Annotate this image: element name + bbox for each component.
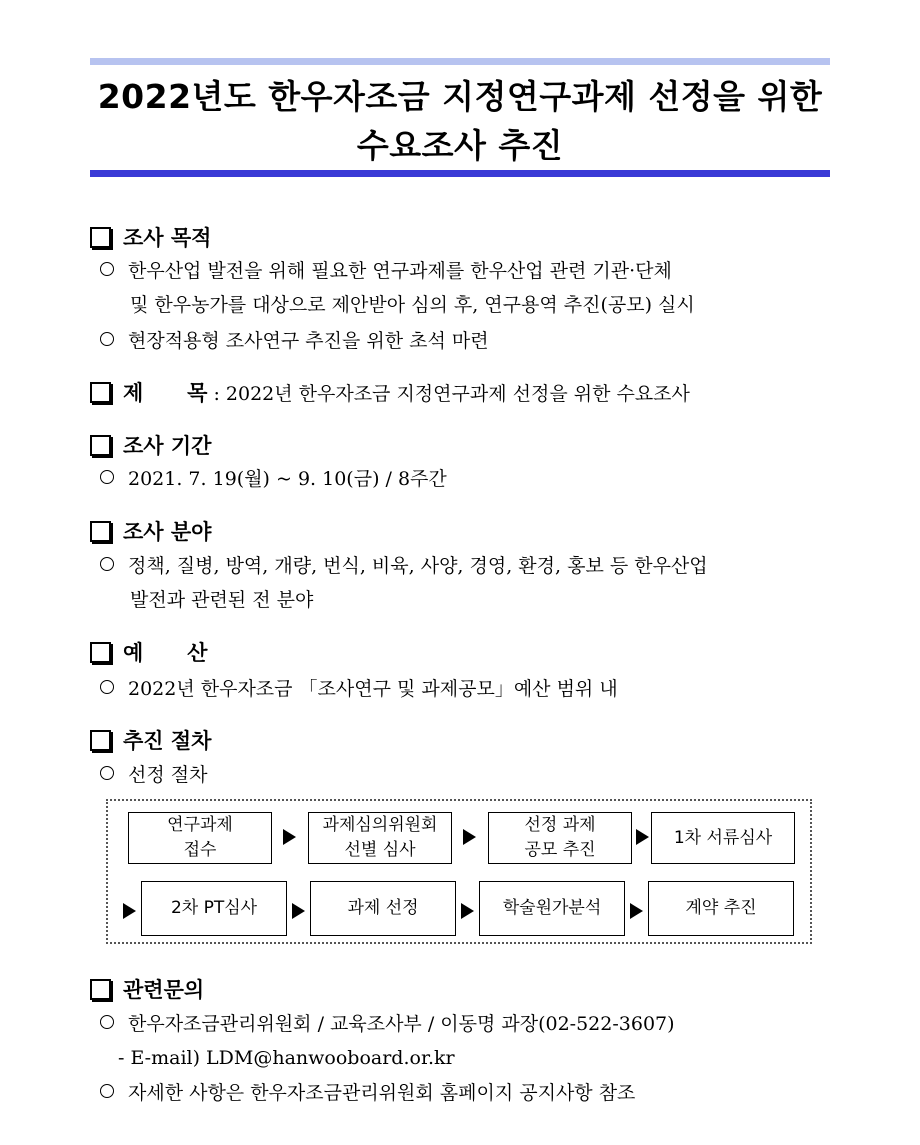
step-label: 접수 [183, 840, 217, 860]
step-label: 과제심의위원회 [322, 815, 438, 835]
period-bullet-1 [100, 462, 835, 496]
section-procedure-heading [90, 725, 211, 755]
arrow-right-icon [461, 903, 474, 919]
bullet-text: 현장적용형 조사연구 추진을 위한 초석 마련 [128, 330, 489, 352]
section-period-heading [90, 430, 211, 460]
flow-step-pt-review: 2차 PT심사 [141, 881, 287, 936]
checkbox-square-icon [90, 435, 111, 456]
flow-step-committee-review [308, 812, 452, 864]
section-purpose-heading [90, 222, 211, 252]
field-bullet-1 [100, 549, 835, 617]
checkbox-square-icon [90, 730, 111, 751]
checkbox-square-icon [90, 382, 111, 403]
contact-email: - E-mail) LDM@hanwooboard.or.kr [118, 1047, 455, 1069]
bullet-text: 한우산업 발전을 위해 필요한 연구과제를 한우산업 관련 기관·단체 [128, 260, 672, 282]
subject-value: : 2022년 한우자조금 지정연구과제 선정을 위한 수요조사 [213, 382, 690, 405]
checkbox-square-icon [90, 642, 111, 663]
checkbox-square-icon [90, 227, 111, 248]
section-label: 관련문의 [123, 977, 205, 1002]
flow-step-contract: 계약 추진 [648, 881, 794, 936]
purpose-bullet-2 [100, 324, 835, 358]
title-bottom-rule [90, 170, 830, 177]
title-line-2: 수요조사 추진 [356, 126, 564, 165]
circle-bullet-icon [100, 766, 114, 780]
flow-step-cost-analysis: 학술원가분석 [479, 881, 625, 936]
bullet-text: 2022년 한우자조금 「조사연구 및 과제공모」예산 범위 내 [128, 678, 618, 700]
section-label: 조사 목적 [123, 225, 212, 250]
arrow-right-icon [636, 829, 649, 845]
page-title [90, 72, 830, 170]
circle-bullet-icon [100, 470, 114, 484]
arrow-right-icon [292, 903, 305, 919]
selection-flow-diagram [106, 799, 812, 944]
section-label: 조사 분야 [123, 519, 212, 544]
section-field-heading [90, 516, 211, 546]
step-label: 선정 과제 [524, 815, 596, 835]
circle-bullet-icon [100, 680, 114, 694]
checkbox-square-icon [90, 521, 111, 542]
step-label: 연구과제 [167, 815, 233, 835]
section-label: 제 목 [123, 380, 208, 405]
arrow-right-icon [630, 903, 643, 919]
step-label: 선별 심사 [344, 840, 416, 860]
bullet-text: 2021. 7. 19(월) ~ 9. 10(금) / 8주간 [128, 468, 447, 490]
bullet-text-continuation: 및 한우농가를 대상으로 제안받아 심의 후, 연구용역 추진(공모) 실시 [130, 294, 695, 316]
section-label: 예 산 [123, 640, 208, 665]
purpose-bullet-1 [100, 254, 835, 322]
arrow-right-icon [463, 829, 476, 845]
circle-bullet-icon [100, 262, 114, 276]
section-subject-heading [90, 377, 830, 407]
flow-step-project-selection: 과제 선정 [310, 881, 456, 936]
budget-bullet-1 [100, 672, 835, 706]
flow-step-document-review: 1차 서류심사 [651, 812, 795, 864]
circle-bullet-icon [100, 1015, 114, 1029]
section-label: 조사 기간 [123, 433, 212, 458]
checkbox-square-icon [90, 979, 111, 1000]
procedure-bullet-1 [100, 758, 835, 792]
section-label: 추진 절차 [123, 728, 212, 753]
section-contact-heading [90, 974, 204, 1004]
bullet-text-continuation: 발전과 관련된 전 분야 [130, 589, 314, 611]
circle-bullet-icon [100, 1084, 114, 1098]
circle-bullet-icon [100, 332, 114, 346]
arrow-right-icon [123, 903, 136, 919]
bullet-text: 자세한 사항은 한우자조금관리위원회 홈페이지 공지사항 참조 [128, 1082, 636, 1104]
bullet-text: 한우자조금관리위원회 / 교육조사부 / 이동명 과장(02-522-3607) [128, 1013, 675, 1035]
circle-bullet-icon [100, 557, 114, 571]
flow-step-receive [128, 812, 272, 864]
flow-step-public-notice [488, 812, 632, 864]
title-line-1: 2022년도 한우자조금 지정연구과제 선정을 위한 [97, 77, 823, 116]
bullet-text: 정책, 질병, 방역, 개량, 번식, 비육, 사양, 경영, 환경, 홍보 등 한우산업 [128, 555, 708, 577]
contact-bullet-2 [100, 1076, 835, 1110]
contact-bullet-1 [100, 1007, 835, 1075]
title-top-rule [90, 58, 830, 65]
section-budget-heading [90, 637, 207, 667]
arrow-right-icon [283, 829, 296, 845]
bullet-text: 선정 절차 [128, 764, 208, 786]
step-label: 공모 추진 [524, 840, 596, 860]
